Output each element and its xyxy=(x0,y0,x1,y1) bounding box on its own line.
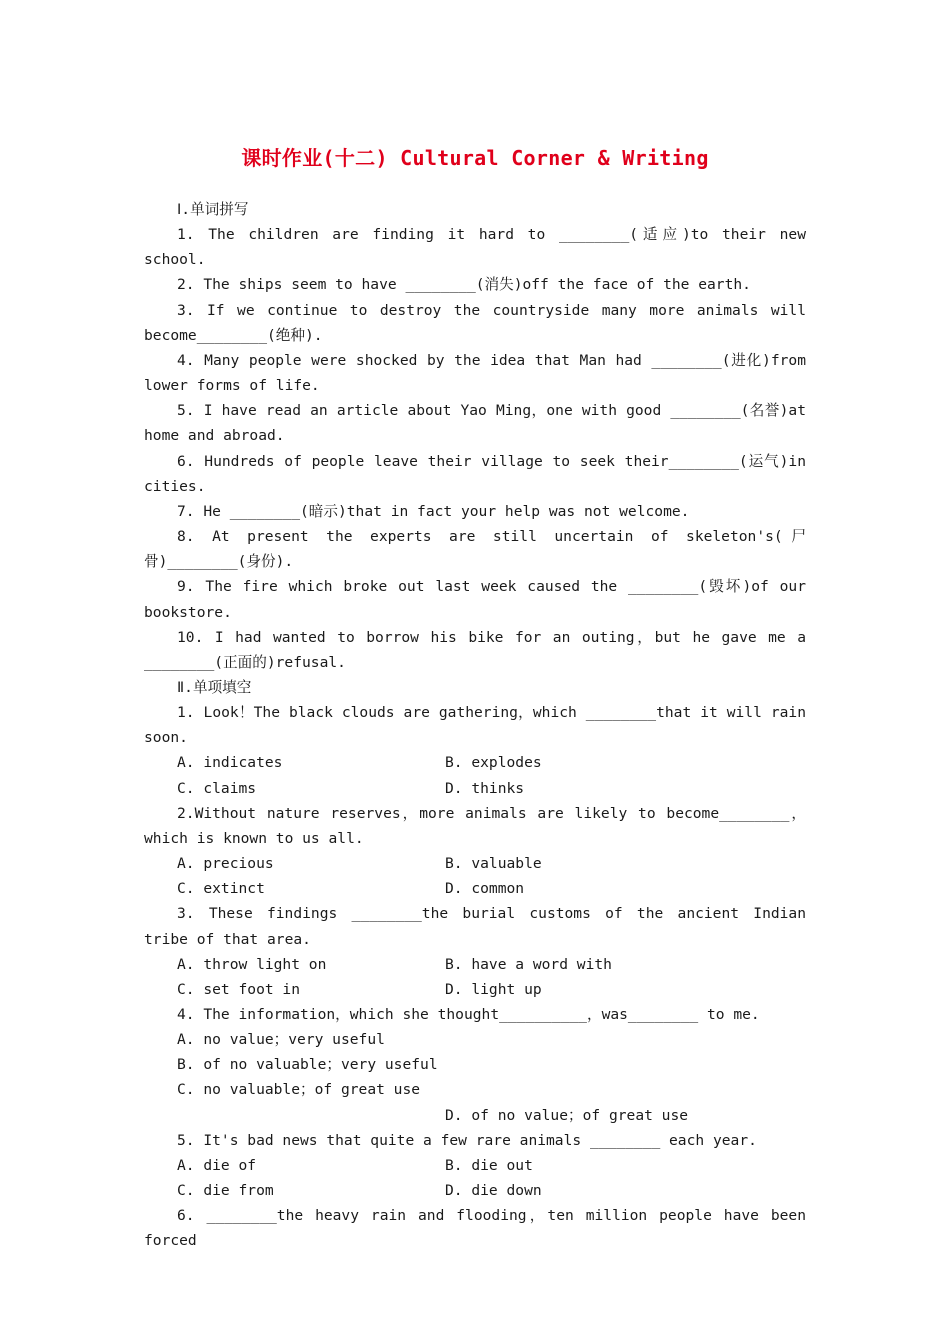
option-d: D. die down xyxy=(445,1182,542,1200)
spelling-item: 10. I had wanted to borrow his bike for an outing，but he gave me a ________(正面的)refusal. xyxy=(144,628,815,671)
options-row xyxy=(144,750,806,775)
spelling-item: 9. The fire which broke out last week caused the ________(毁坏)of our bookstore. xyxy=(144,578,815,621)
options-row xyxy=(144,977,806,1002)
option-b: B. have a word with xyxy=(445,955,612,973)
option-c: C. extinct xyxy=(177,880,265,898)
option-b: B. valuable xyxy=(445,855,542,873)
options-row xyxy=(144,1153,806,1178)
option-a: A. die of xyxy=(177,1156,257,1174)
options-row xyxy=(144,851,806,876)
option-c: C. claims xyxy=(177,779,257,797)
option-a: A. no value；very useful xyxy=(177,1031,385,1049)
spelling-item: 8. At present the experts are still uncertain of skeleton's(尸骨)________(身份). xyxy=(144,528,806,571)
option-c: C. die from xyxy=(177,1182,274,1200)
option-a: A. indicates xyxy=(177,754,283,772)
option-d: D. light up xyxy=(445,980,542,998)
page-title: 课时作业(十二) Cultural Corner & Writing xyxy=(241,146,709,170)
spelling-item: 4. Many people were shocked by the idea that Man had ________(进化)from lower forms of life. xyxy=(144,351,815,395)
option-d: D. of no value；of great use xyxy=(445,1106,689,1124)
spelling-item: 5. I have read an article about Yao Ming，one with good ________(名誉)at home and abroad. xyxy=(144,402,815,445)
spelling-item: 3. If we continue to destroy the countryside many more animals will become________(绝种). xyxy=(144,301,815,344)
option-b: B. die out xyxy=(445,1156,533,1174)
options-row xyxy=(144,1103,806,1128)
option-d: D. common xyxy=(445,880,525,898)
options-row xyxy=(144,1178,806,1203)
option-c: C. no valuable；of great use xyxy=(177,1081,421,1099)
options-row xyxy=(144,1052,806,1077)
option-b: B. explodes xyxy=(445,754,542,772)
option-a: A. throw light on xyxy=(177,955,327,973)
option-b: B. of no valuable；very useful xyxy=(177,1056,438,1074)
spelling-item: 7. He ________(暗示)that in fact your help was not welcome. xyxy=(177,502,690,520)
options-row xyxy=(144,1077,806,1102)
spelling-item: 2. The ships seem to have ________(消失)off the face of the earth. xyxy=(177,276,751,294)
option-c: C. set foot in xyxy=(177,980,301,998)
worksheet-body xyxy=(144,197,815,1254)
options-row xyxy=(144,776,806,801)
option-d: D. thinks xyxy=(445,779,525,797)
section-heading: Ⅰ.单词拼写 xyxy=(177,201,249,218)
options-row xyxy=(144,876,806,901)
spelling-item: 1. The children are finding it hard to ________(适应)to their new school. xyxy=(144,226,815,269)
question-stem: 2.Without nature reserves，more animals are likely to become________，which is known to us all. xyxy=(144,804,806,847)
option-a: A. precious xyxy=(177,855,274,873)
options-row xyxy=(144,1027,806,1052)
question-stem: 6. ________the heavy rain and flooding，ten million people have been forced xyxy=(144,1207,815,1250)
section-heading: Ⅱ.单项填空 xyxy=(177,678,252,696)
spelling-item: 6. Hundreds of people leave their village to seek their________(运气)in cities. xyxy=(144,452,815,495)
question-stem: 3. These findings ________the burial customs of the ancient Indian tribe of that area. xyxy=(144,905,815,948)
question-stem: 4. The information，which she thought__________，was________ to me. xyxy=(177,1006,760,1023)
question-stem: 5. It's bad news that quite a few rare animals ________ each year. xyxy=(177,1131,757,1149)
question-stem: 1. Look！The black clouds are gathering，which ________that it will rain soon. xyxy=(144,704,815,747)
options-row xyxy=(144,952,806,977)
